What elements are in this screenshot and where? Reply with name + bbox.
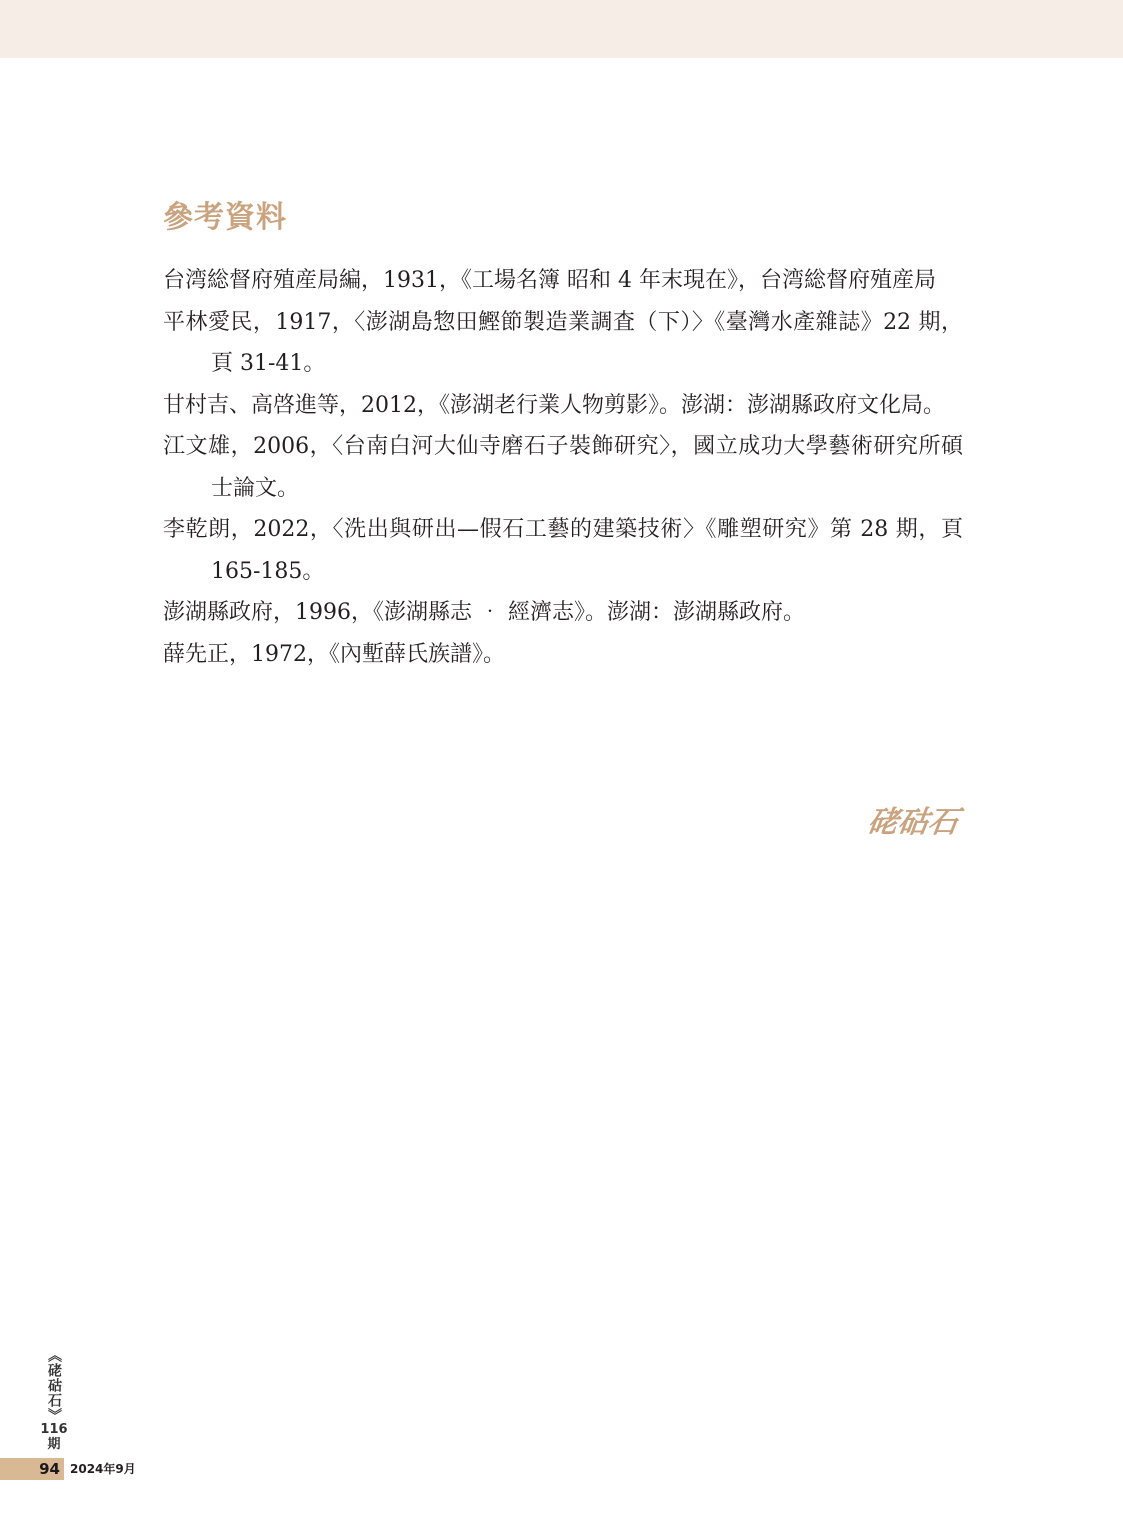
reference-list: [163, 260, 963, 675]
issue-unit: 期: [47, 1437, 61, 1452]
page-footer: [0, 1458, 136, 1480]
reference-item: 薛先正，1972，《內塹薛氏族譜》。: [163, 641, 505, 667]
magazine-sidebar-label: [34, 1348, 74, 1452]
reference-item: 江文雄，2006，〈台南白河大仙寺磨石子裝飾研究〉，國立成功大學藝術研究所碩士論文。: [163, 434, 963, 501]
reference-item: 甘村吉、高啓進等，2012，《澎湖老行業人物剪影》。澎湖：澎湖縣政府文化局。: [163, 392, 945, 418]
reference-item: 平林愛民，1917，〈澎湖島惣田鰹節製造業調査（下）〉《臺灣水產雜誌》22 期，頁 31-41。: [163, 309, 963, 376]
references-heading: 參考資料: [163, 200, 287, 235]
page-number: 94: [0, 1458, 64, 1480]
magazine-logo-mark: 硓𥑮石: [865, 805, 961, 840]
reference-item: 李乾朗，2022，〈洗出與研出—假石工藝的建築技術〉《雕塑研究》第 28 期，頁 165-185。: [163, 517, 963, 584]
top-header-band: [0, 0, 1123, 58]
reference-item: 台湾総督府殖産局編，1931，《工場名簿 昭和 4 年末現在》，台湾総督府殖産局: [163, 268, 936, 293]
reference-item: 澎湖縣政府，1996，《澎湖縣志 ‧ 經濟志》。澎湖：澎湖縣政府。: [163, 600, 805, 625]
magazine-title-vertical: 《硓𥑮石》: [46, 1348, 62, 1423]
references-section: [163, 196, 963, 675]
publication-date: 2024年9月: [70, 1462, 136, 1476]
issue-number: 116: [40, 1422, 68, 1437]
